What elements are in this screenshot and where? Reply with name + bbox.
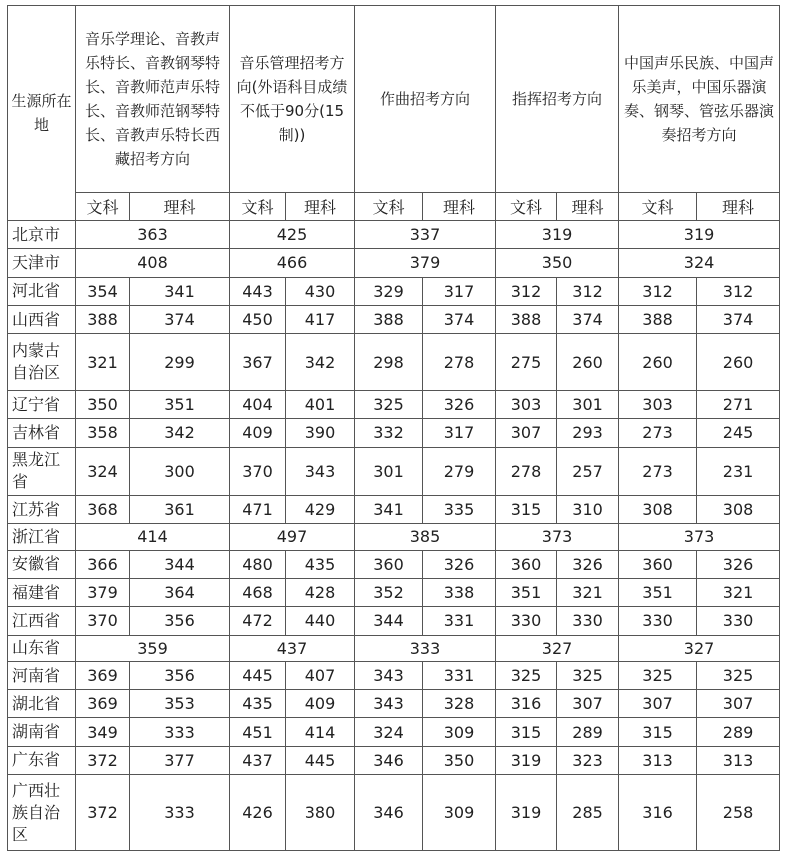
merged-score-cell: 363 bbox=[76, 221, 230, 249]
score-cell-li: 351 bbox=[130, 390, 230, 418]
score-cell-wen: 319 bbox=[496, 775, 557, 851]
province-cell: 福建省 bbox=[8, 578, 76, 606]
score-cell-li: 417 bbox=[286, 305, 355, 333]
score-cell-li: 414 bbox=[286, 718, 355, 746]
score-cell-wen: 312 bbox=[619, 277, 697, 305]
score-cell-wen: 468 bbox=[230, 578, 286, 606]
score-cell-wen: 344 bbox=[355, 607, 423, 635]
score-cell-li: 271 bbox=[697, 390, 780, 418]
score-cell-li: 440 bbox=[286, 607, 355, 635]
province-cell: 山西省 bbox=[8, 305, 76, 333]
score-cell-wen: 278 bbox=[496, 447, 557, 496]
score-cell-li: 333 bbox=[130, 718, 230, 746]
score-cell-wen: 372 bbox=[76, 775, 130, 851]
score-cell-wen: 315 bbox=[496, 718, 557, 746]
merged-score-cell: 337 bbox=[355, 221, 496, 249]
score-cell-wen: 308 bbox=[619, 496, 697, 524]
score-cell-li: 428 bbox=[286, 578, 355, 606]
score-cell-li: 325 bbox=[557, 661, 619, 689]
score-cell-wen: 273 bbox=[619, 419, 697, 447]
score-cell-li: 325 bbox=[697, 661, 780, 689]
score-cell-li: 312 bbox=[557, 277, 619, 305]
score-cell-wen: 330 bbox=[496, 607, 557, 635]
score-cell-li: 279 bbox=[423, 447, 496, 496]
score-cell-wen: 330 bbox=[619, 607, 697, 635]
table-row bbox=[8, 496, 780, 524]
score-cell-li: 328 bbox=[423, 690, 496, 718]
province-cell: 江苏省 bbox=[8, 496, 76, 524]
score-cell-li: 326 bbox=[697, 550, 780, 578]
group-header-conducting: 指挥招考方向 bbox=[496, 6, 619, 193]
score-cell-li: 326 bbox=[423, 550, 496, 578]
merged-score-cell: 350 bbox=[496, 249, 619, 277]
score-cell-wen: 388 bbox=[619, 305, 697, 333]
score-cell-li: 380 bbox=[286, 775, 355, 851]
score-cell-li: 409 bbox=[286, 690, 355, 718]
merged-score-cell: 425 bbox=[230, 221, 355, 249]
score-cell-wen: 370 bbox=[230, 447, 286, 496]
score-cell-li: 299 bbox=[130, 334, 230, 391]
score-cell-li: 401 bbox=[286, 390, 355, 418]
province-cell: 安徽省 bbox=[8, 550, 76, 578]
score-cell-li: 335 bbox=[423, 496, 496, 524]
province-cell: 湖北省 bbox=[8, 690, 76, 718]
score-cell-wen: 341 bbox=[355, 496, 423, 524]
table-row bbox=[8, 334, 780, 391]
score-cell-wen: 349 bbox=[76, 718, 130, 746]
score-cell-wen: 366 bbox=[76, 550, 130, 578]
merged-score-cell: 324 bbox=[619, 249, 780, 277]
score-cell-wen: 426 bbox=[230, 775, 286, 851]
score-cell-li: 285 bbox=[557, 775, 619, 851]
score-cell-wen: 368 bbox=[76, 496, 130, 524]
score-cell-wen: 443 bbox=[230, 277, 286, 305]
score-cell-li: 289 bbox=[557, 718, 619, 746]
score-cell-li: 330 bbox=[557, 607, 619, 635]
score-cell-wen: 352 bbox=[355, 578, 423, 606]
score-cell-li: 258 bbox=[697, 775, 780, 851]
score-cell-li: 260 bbox=[557, 334, 619, 391]
score-cell-li: 245 bbox=[697, 419, 780, 447]
table-row bbox=[8, 607, 780, 635]
score-cell-wen: 346 bbox=[355, 775, 423, 851]
score-cell-wen: 360 bbox=[619, 550, 697, 578]
merged-score-cell: 408 bbox=[76, 249, 230, 277]
score-cell-li: 338 bbox=[423, 578, 496, 606]
score-cell-li: 445 bbox=[286, 746, 355, 774]
table-row bbox=[8, 578, 780, 606]
score-cell-wen: 370 bbox=[76, 607, 130, 635]
score-cell-li: 326 bbox=[557, 550, 619, 578]
table-row bbox=[8, 635, 780, 661]
table-row bbox=[8, 746, 780, 774]
score-cell-wen: 360 bbox=[496, 550, 557, 578]
score-cell-wen: 312 bbox=[496, 277, 557, 305]
score-cell-wen: 316 bbox=[619, 775, 697, 851]
score-cell-wen: 404 bbox=[230, 390, 286, 418]
score-cell-li: 317 bbox=[423, 277, 496, 305]
sub-header-li: 理科 bbox=[130, 193, 230, 221]
score-cell-li: 321 bbox=[557, 578, 619, 606]
score-cell-li: 300 bbox=[130, 447, 230, 496]
merged-score-cell: 379 bbox=[355, 249, 496, 277]
score-cell-wen: 325 bbox=[619, 661, 697, 689]
score-cell-wen: 358 bbox=[76, 419, 130, 447]
score-cell-wen: 303 bbox=[619, 390, 697, 418]
province-cell: 河北省 bbox=[8, 277, 76, 305]
table-body bbox=[8, 221, 780, 851]
sub-header-wen: 文科 bbox=[230, 193, 286, 221]
score-cell-wen: 346 bbox=[355, 746, 423, 774]
score-cell-wen: 445 bbox=[230, 661, 286, 689]
province-cell: 北京市 bbox=[8, 221, 76, 249]
score-cell-wen: 260 bbox=[619, 334, 697, 391]
province-cell: 广西壮族自治区 bbox=[8, 775, 76, 851]
score-cell-li: 331 bbox=[423, 607, 496, 635]
score-cell-wen: 480 bbox=[230, 550, 286, 578]
province-cell: 内蒙古自治区 bbox=[8, 334, 76, 391]
score-cell-li: 309 bbox=[423, 775, 496, 851]
group-header-vocal-instrument: 中国声乐民族、中国声乐美声，中国乐器演奏、钢琴、管弦乐器演奏招考方向 bbox=[619, 6, 780, 193]
province-cell: 广东省 bbox=[8, 746, 76, 774]
sub-header-wen: 文科 bbox=[355, 193, 423, 221]
subheader-row bbox=[8, 193, 780, 221]
province-cell: 天津市 bbox=[8, 249, 76, 277]
score-cell-li: 350 bbox=[423, 746, 496, 774]
score-cell-wen: 367 bbox=[230, 334, 286, 391]
score-cell-wen: 388 bbox=[355, 305, 423, 333]
score-cell-li: 361 bbox=[130, 496, 230, 524]
group-header-composition: 作曲招考方向 bbox=[355, 6, 496, 193]
score-cell-wen: 354 bbox=[76, 277, 130, 305]
group-header-music-management: 音乐管理招考方向(外语科目成绩不低于90分(15制)) bbox=[230, 6, 355, 193]
score-cell-li: 293 bbox=[557, 419, 619, 447]
table-row bbox=[8, 419, 780, 447]
score-cell-li: 278 bbox=[423, 334, 496, 391]
score-cell-li: 330 bbox=[697, 607, 780, 635]
province-cell: 河南省 bbox=[8, 661, 76, 689]
merged-score-cell: 327 bbox=[496, 635, 619, 661]
score-cell-li: 326 bbox=[423, 390, 496, 418]
table-row bbox=[8, 718, 780, 746]
score-cell-li: 374 bbox=[130, 305, 230, 333]
sub-header-li: 理科 bbox=[557, 193, 619, 221]
score-cell-li: 309 bbox=[423, 718, 496, 746]
score-cell-wen: 372 bbox=[76, 746, 130, 774]
sub-header-li: 理科 bbox=[286, 193, 355, 221]
score-cell-li: 353 bbox=[130, 690, 230, 718]
score-cell-wen: 319 bbox=[496, 746, 557, 774]
score-cell-li: 323 bbox=[557, 746, 619, 774]
province-cell: 江西省 bbox=[8, 607, 76, 635]
merged-score-cell: 327 bbox=[619, 635, 780, 661]
region-header: 生源所在地 bbox=[8, 6, 76, 221]
score-cell-li: 342 bbox=[286, 334, 355, 391]
score-cell-wen: 307 bbox=[619, 690, 697, 718]
score-cell-wen: 379 bbox=[76, 578, 130, 606]
table-row bbox=[8, 690, 780, 718]
sub-header-wen: 文科 bbox=[496, 193, 557, 221]
score-cell-wen: 313 bbox=[619, 746, 697, 774]
score-cell-wen: 472 bbox=[230, 607, 286, 635]
score-cell-li: 260 bbox=[697, 334, 780, 391]
province-cell: 山东省 bbox=[8, 635, 76, 661]
score-cell-wen: 329 bbox=[355, 277, 423, 305]
merged-score-cell: 466 bbox=[230, 249, 355, 277]
score-cell-wen: 343 bbox=[355, 661, 423, 689]
score-cell-wen: 343 bbox=[355, 690, 423, 718]
score-cell-wen: 351 bbox=[619, 578, 697, 606]
score-cell-li: 313 bbox=[697, 746, 780, 774]
score-cell-li: 377 bbox=[130, 746, 230, 774]
score-cell-wen: 324 bbox=[76, 447, 130, 496]
score-cell-wen: 325 bbox=[355, 390, 423, 418]
merged-score-cell: 333 bbox=[355, 635, 496, 661]
sub-header-wen: 文科 bbox=[619, 193, 697, 221]
score-cell-li: 289 bbox=[697, 718, 780, 746]
score-cell-wen: 351 bbox=[496, 578, 557, 606]
sub-header-li: 理科 bbox=[697, 193, 780, 221]
province-cell: 吉林省 bbox=[8, 419, 76, 447]
score-cell-li: 307 bbox=[697, 690, 780, 718]
admission-score-table bbox=[7, 5, 780, 851]
score-cell-wen: 360 bbox=[355, 550, 423, 578]
score-cell-wen: 388 bbox=[76, 305, 130, 333]
score-cell-li: 364 bbox=[130, 578, 230, 606]
sub-header-li: 理科 bbox=[423, 193, 496, 221]
score-cell-li: 333 bbox=[130, 775, 230, 851]
table-row bbox=[8, 390, 780, 418]
score-cell-li: 429 bbox=[286, 496, 355, 524]
score-cell-wen: 275 bbox=[496, 334, 557, 391]
score-cell-wen: 273 bbox=[619, 447, 697, 496]
score-cell-li: 257 bbox=[557, 447, 619, 496]
score-cell-wen: 321 bbox=[76, 334, 130, 391]
score-cell-li: 312 bbox=[697, 277, 780, 305]
province-cell: 湖南省 bbox=[8, 718, 76, 746]
score-cell-wen: 324 bbox=[355, 718, 423, 746]
score-cell-li: 356 bbox=[130, 607, 230, 635]
score-cell-li: 308 bbox=[697, 496, 780, 524]
merged-score-cell: 497 bbox=[230, 524, 355, 550]
score-cell-wen: 450 bbox=[230, 305, 286, 333]
table-row bbox=[8, 221, 780, 249]
score-cell-li: 231 bbox=[697, 447, 780, 496]
score-cell-li: 331 bbox=[423, 661, 496, 689]
table-row bbox=[8, 661, 780, 689]
score-cell-wen: 325 bbox=[496, 661, 557, 689]
score-cell-wen: 369 bbox=[76, 661, 130, 689]
score-cell-wen: 307 bbox=[496, 419, 557, 447]
group-header-music-theory: 音乐学理论、音教声乐特长、音教钢琴特长、音教师范声乐特长、音教师范钢琴特长、音教声乐特长西藏招考方向 bbox=[76, 6, 230, 193]
merged-score-cell: 414 bbox=[76, 524, 230, 550]
score-cell-li: 317 bbox=[423, 419, 496, 447]
score-cell-wen: 301 bbox=[355, 447, 423, 496]
table-row bbox=[8, 550, 780, 578]
merged-score-cell: 385 bbox=[355, 524, 496, 550]
score-cell-wen: 369 bbox=[76, 690, 130, 718]
score-cell-li: 430 bbox=[286, 277, 355, 305]
score-cell-li: 321 bbox=[697, 578, 780, 606]
merged-score-cell: 359 bbox=[76, 635, 230, 661]
score-cell-li: 356 bbox=[130, 661, 230, 689]
merged-score-cell: 373 bbox=[496, 524, 619, 550]
table-row bbox=[8, 305, 780, 333]
score-cell-wen: 451 bbox=[230, 718, 286, 746]
score-cell-wen: 315 bbox=[619, 718, 697, 746]
table-row bbox=[8, 447, 780, 496]
score-cell-wen: 437 bbox=[230, 746, 286, 774]
score-cell-wen: 409 bbox=[230, 419, 286, 447]
score-cell-li: 341 bbox=[130, 277, 230, 305]
score-cell-wen: 298 bbox=[355, 334, 423, 391]
merged-score-cell: 319 bbox=[496, 221, 619, 249]
score-cell-li: 374 bbox=[423, 305, 496, 333]
score-cell-li: 390 bbox=[286, 419, 355, 447]
score-cell-wen: 471 bbox=[230, 496, 286, 524]
score-cell-li: 374 bbox=[697, 305, 780, 333]
table-row bbox=[8, 277, 780, 305]
table-row bbox=[8, 249, 780, 277]
table-row bbox=[8, 524, 780, 550]
score-cell-wen: 332 bbox=[355, 419, 423, 447]
score-cell-li: 435 bbox=[286, 550, 355, 578]
score-cell-li: 374 bbox=[557, 305, 619, 333]
score-cell-wen: 315 bbox=[496, 496, 557, 524]
score-cell-li: 342 bbox=[130, 419, 230, 447]
score-cell-li: 310 bbox=[557, 496, 619, 524]
score-cell-li: 344 bbox=[130, 550, 230, 578]
score-cell-wen: 316 bbox=[496, 690, 557, 718]
merged-score-cell: 319 bbox=[619, 221, 780, 249]
province-cell: 辽宁省 bbox=[8, 390, 76, 418]
merged-score-cell: 437 bbox=[230, 635, 355, 661]
table-row bbox=[8, 775, 780, 851]
score-cell-wen: 350 bbox=[76, 390, 130, 418]
province-cell: 黑龙江省 bbox=[8, 447, 76, 496]
province-cell: 浙江省 bbox=[8, 524, 76, 550]
score-cell-li: 407 bbox=[286, 661, 355, 689]
score-cell-wen: 388 bbox=[496, 305, 557, 333]
merged-score-cell: 373 bbox=[619, 524, 780, 550]
score-cell-wen: 303 bbox=[496, 390, 557, 418]
score-cell-li: 301 bbox=[557, 390, 619, 418]
sub-header-wen: 文科 bbox=[76, 193, 130, 221]
score-cell-li: 343 bbox=[286, 447, 355, 496]
score-cell-wen: 435 bbox=[230, 690, 286, 718]
score-cell-li: 307 bbox=[557, 690, 619, 718]
